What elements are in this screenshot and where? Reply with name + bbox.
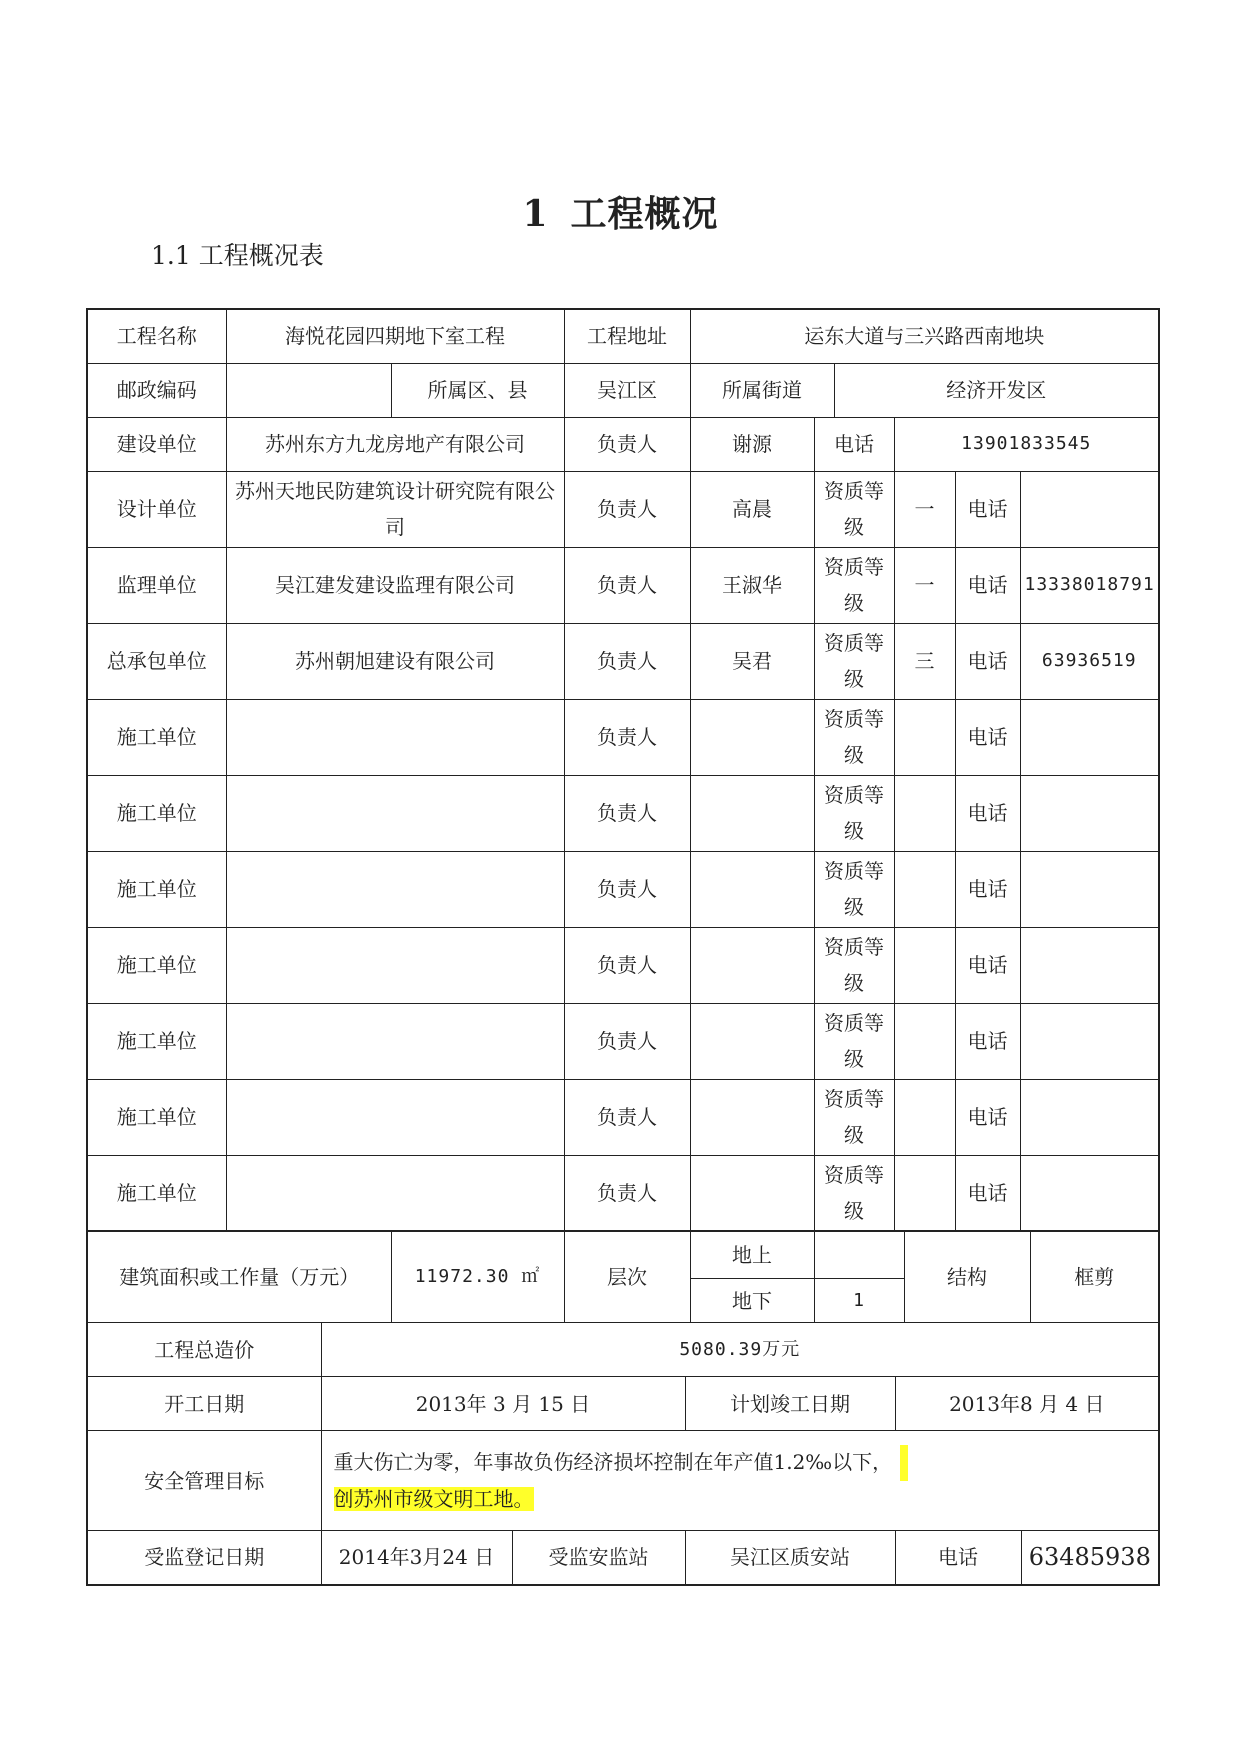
label-project-address: 工程地址: [564, 309, 690, 363]
label-supervisor-person: 负责人: [564, 547, 690, 623]
value-area: 11972.30 ㎡: [391, 1232, 564, 1323]
label-safety-goal: 安全管理目标: [87, 1431, 321, 1531]
label-cu-grade: 资质等级: [814, 775, 894, 851]
value-cu-grade: [894, 775, 955, 851]
value-general-contractor: 苏州朝旭建设有限公司: [226, 623, 564, 699]
value-underground: 1: [814, 1279, 904, 1323]
value-above-ground: [814, 1232, 904, 1279]
value-cu-phone: [1020, 851, 1159, 927]
row-supervisor: [87, 547, 1159, 623]
value-designer: 苏州天地民防建筑设计研究院有限公司: [226, 471, 564, 547]
section-number: 1: [522, 193, 549, 235]
value-cu-person: [690, 775, 814, 851]
label-cu-grade: 资质等级: [814, 927, 894, 1003]
row-registration: [87, 1531, 1159, 1585]
label-cu-person: 负责人: [564, 775, 690, 851]
label-station: 受监安监站: [512, 1531, 685, 1585]
value-cu-phone: [1020, 927, 1159, 1003]
value-cu-grade: [894, 927, 955, 1003]
value-builder-person: 谢源: [690, 417, 814, 471]
label-underground: 地下: [690, 1279, 814, 1323]
row-construction-unit: [87, 1155, 1159, 1231]
label-cu-person: 负责人: [564, 1079, 690, 1155]
value-cu-person: [690, 699, 814, 775]
value-cu-grade: [894, 1003, 955, 1079]
label-cu-person: 负责人: [564, 1155, 690, 1231]
value-designer-person: 高晨: [690, 471, 814, 547]
label-cu-grade: 资质等级: [814, 1079, 894, 1155]
row-builder: [87, 417, 1159, 471]
label-builder-phone: 电话: [814, 417, 894, 471]
value-station: 吴江区质安站: [685, 1531, 895, 1585]
value-designer-phone: [1020, 471, 1159, 547]
label-supervisor: 监理单位: [87, 547, 226, 623]
label-designer-grade: 资质等级: [814, 471, 894, 547]
label-cu-grade: 资质等级: [814, 1155, 894, 1231]
value-cu-phone: [1020, 1003, 1159, 1079]
row-safety-goal: [87, 1431, 1159, 1531]
label-cu-phone: 电话: [955, 1155, 1020, 1231]
label-floors: 层次: [564, 1232, 690, 1323]
value-designer-grade: 一: [894, 471, 955, 547]
label-builder: 建设单位: [87, 417, 226, 471]
row-construction-unit: [87, 927, 1159, 1003]
label-registration-date: 受监登记日期: [87, 1531, 321, 1585]
label-designer-person: 负责人: [564, 471, 690, 547]
label-cu-grade: 资质等级: [814, 1003, 894, 1079]
label-district: 所属区、县: [391, 363, 564, 417]
value-planned-completion: 2013年8 月 4 日: [895, 1377, 1159, 1431]
value-cu-grade: [894, 699, 955, 775]
section-title: 工程概况: [570, 193, 719, 235]
value-construction-unit: [226, 1003, 564, 1079]
value-builder-phone: 13901833545: [894, 417, 1159, 471]
label-construction-unit: 施工单位: [87, 1079, 226, 1155]
label-planned-completion: 计划竣工日期: [685, 1377, 895, 1431]
label-builder-person: 负责人: [564, 417, 690, 471]
value-construction-unit: [226, 851, 564, 927]
value-street: 经济开发区: [834, 363, 1159, 417]
label-construction-unit: 施工单位: [87, 927, 226, 1003]
value-builder: 苏州东方九龙房地产有限公司: [226, 417, 564, 471]
value-cu-phone: [1020, 1079, 1159, 1155]
value-cu-person: [690, 1003, 814, 1079]
row-construction-unit: [87, 1079, 1159, 1155]
value-gc-grade: 三: [894, 623, 955, 699]
value-station-phone: 63485938: [1021, 1531, 1159, 1585]
value-cu-phone: [1020, 699, 1159, 775]
value-cu-person: [690, 851, 814, 927]
label-postal-code: 邮政编码: [87, 363, 226, 417]
value-cu-person: [690, 1079, 814, 1155]
row-construction-unit: [87, 775, 1159, 851]
value-supervisor: 吴江建发建设监理有限公司: [226, 547, 564, 623]
row-project-name: [87, 309, 1159, 363]
value-cu-phone: [1020, 1155, 1159, 1231]
value-registration-date: 2014年3月24 日: [321, 1531, 512, 1585]
label-designer-phone: 电话: [955, 471, 1020, 547]
label-construction-unit: 施工单位: [87, 1155, 226, 1231]
row-construction-unit: [87, 699, 1159, 775]
label-cu-grade: 资质等级: [814, 851, 894, 927]
label-total-cost: 工程总造价: [87, 1323, 321, 1377]
value-cu-phone: [1020, 775, 1159, 851]
value-postal-code: [226, 363, 391, 417]
label-area: 建筑面积或工作量（万元）: [87, 1232, 391, 1323]
value-safety-goal: [321, 1431, 1159, 1531]
value-supervisor-grade: 一: [894, 547, 955, 623]
label-supervisor-phone: 电话: [955, 547, 1020, 623]
label-street: 所属街道: [690, 363, 834, 417]
label-cu-person: 负责人: [564, 1003, 690, 1079]
value-cu-grade: [894, 851, 955, 927]
value-construction-unit: [226, 699, 564, 775]
highlight-mark: [900, 1445, 908, 1481]
label-cu-person: 负责人: [564, 851, 690, 927]
label-cu-phone: 电话: [955, 1003, 1020, 1079]
value-project-name: 海悦花园四期地下室工程: [226, 309, 564, 363]
value-gc-phone: 63936519: [1020, 623, 1159, 699]
row-designer: [87, 471, 1159, 547]
value-cu-person: [690, 1155, 814, 1231]
label-construction-unit: 施工单位: [87, 699, 226, 775]
label-gc-phone: 电话: [955, 623, 1020, 699]
row-general-contractor: [87, 623, 1159, 699]
value-cu-grade: [894, 1079, 955, 1155]
value-construction-unit: [226, 927, 564, 1003]
value-district: 吴江区: [564, 363, 690, 417]
label-cu-phone: 电话: [955, 699, 1020, 775]
value-structure: 框剪: [1030, 1232, 1159, 1323]
value-construction-unit: [226, 1155, 564, 1231]
label-construction-unit: 施工单位: [87, 775, 226, 851]
value-total-cost: 5080.39万元: [321, 1323, 1159, 1377]
value-supervisor-person: 王淑华: [690, 547, 814, 623]
row-postal: [87, 363, 1159, 417]
label-cu-person: 负责人: [564, 927, 690, 1003]
label-designer: 设计单位: [87, 471, 226, 547]
safety-goal-line-1: 重大伤亡为零，年事故负伤经济损坏控制在年产值1.2‰以下，: [333, 1449, 893, 1474]
value-cu-person: [690, 927, 814, 1003]
label-supervisor-grade: 资质等级: [814, 547, 894, 623]
page-title: [0, 186, 1241, 237]
label-cu-phone: 电话: [955, 851, 1020, 927]
value-project-address: 运东大道与三兴路西南地块: [690, 309, 1159, 363]
label-general-contractor: 总承包单位: [87, 623, 226, 699]
label-cu-phone: 电话: [955, 1079, 1020, 1155]
label-project-name: 工程名称: [87, 309, 226, 363]
label-gc-grade: 资质等级: [814, 623, 894, 699]
subsection-title: 1.1 工程概况表: [151, 241, 324, 270]
label-cu-phone: 电话: [955, 927, 1020, 1003]
label-cu-grade: 资质等级: [814, 699, 894, 775]
value-supervisor-phone: 13338018791: [1020, 547, 1159, 623]
value-cu-grade: [894, 1155, 955, 1231]
summary-table: [86, 1322, 1160, 1586]
value-construction-unit: [226, 775, 564, 851]
area-table: [86, 1231, 1160, 1323]
row-dates: [87, 1377, 1159, 1431]
row-total-cost: [87, 1323, 1159, 1377]
label-above-ground: 地上: [690, 1232, 814, 1279]
label-structure: 结构: [904, 1232, 1030, 1323]
safety-goal-line-2: 创苏州市级文明工地。: [333, 1487, 534, 1512]
value-gc-person: 吴君: [690, 623, 814, 699]
row-construction-unit: [87, 851, 1159, 927]
label-gc-person: 负责人: [564, 623, 690, 699]
row-construction-unit: [87, 1003, 1159, 1079]
label-construction-unit: 施工单位: [87, 1003, 226, 1079]
project-info-table: [86, 308, 1160, 1232]
label-cu-phone: 电话: [955, 775, 1020, 851]
row-area: [87, 1232, 1159, 1279]
value-start-date: 2013年 3 月 15 日: [321, 1377, 685, 1431]
label-start-date: 开工日期: [87, 1377, 321, 1431]
label-station-phone: 电话: [895, 1531, 1021, 1585]
label-construction-unit: 施工单位: [87, 851, 226, 927]
value-construction-unit: [226, 1079, 564, 1155]
label-cu-person: 负责人: [564, 699, 690, 775]
project-overview-table: [86, 308, 1158, 1586]
